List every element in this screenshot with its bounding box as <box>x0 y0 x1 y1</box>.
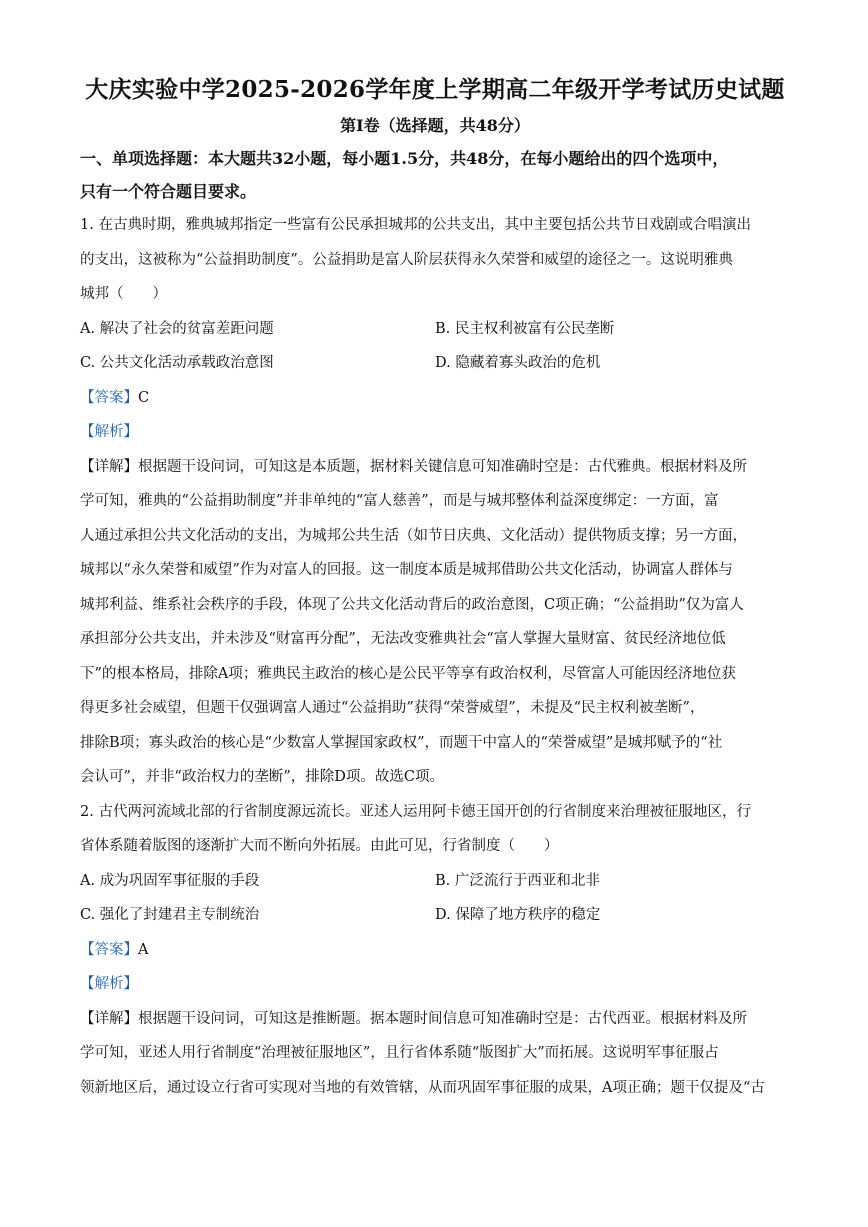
detail-line: 城邦利益、维系社会秩序的手段，体现了公共文化活动背后的政治意图，C项正确；“公益捐助”仅为富人 <box>80 596 744 613</box>
detail-line: 得更多社会威望，但题干仅强调富人通过“公益捐助”获得“荣誉威望”，未提及“民主权利被垄断”， <box>80 700 705 716</box>
question-stem-line: 省体系随着版图的逐渐扩大而不断向外拓展。由此可见，行省制度（ ） <box>80 838 559 854</box>
detail-line: 学可知，雅典的“公益捐助制度”并非单纯的“富人慈善”，而是与城邦整体利益深度绑定：一方面，富 <box>80 493 719 509</box>
analysis-tag: 【解析】 <box>80 976 138 992</box>
question-stem-line: 2. 古代两河流域北部的行省制度源远流长。亚述人运用阿卡德王国开创的行省制度来治理被征服地区，行 <box>80 803 751 820</box>
option-a: A. 解决了社会的贫富差距问题 <box>80 320 274 337</box>
answer-tag: 【答案】 <box>80 941 138 958</box>
option-d: D. 保障了地方秩序的稳定 <box>435 907 601 923</box>
question-1 <box>80 208 790 795</box>
detail-line: 会认可”，并非“政治权力的垄断”，排除D项。故选C项。 <box>80 769 444 785</box>
detail-line <box>80 1002 790 1037</box>
exam-title: 大庆实验中学2025-2026学年度上学期高二年级开学考试历史试题 <box>85 76 785 103</box>
answer-tag: 【答案】 <box>80 389 138 406</box>
answer-line <box>80 933 790 968</box>
detail-tag: 【详解】 <box>80 1010 138 1027</box>
exam-subtitle: 第Ⅰ卷（选择题，共48分） <box>340 116 530 135</box>
section-heading <box>80 142 790 208</box>
analysis-line <box>80 415 790 450</box>
answer-value: A <box>138 941 149 958</box>
question-2 <box>80 795 790 1106</box>
detail-text: 根据题干设问词，可知这是本质题，据材料关键信息可知准确时空是：古代雅典。根据材料及所 <box>138 458 747 475</box>
detail-line: 承担部分公共支出，并未涉及“财富再分配”，无法改变雅典社会“富人掌握大量财富、贫民经济地位低 <box>80 631 726 647</box>
option-c: C. 公共文化活动承载政治意图 <box>80 355 274 371</box>
option-c: C. 强化了封建君主专制统治 <box>80 907 260 923</box>
option-row <box>80 864 790 899</box>
detail-tag: 【详解】 <box>80 458 138 475</box>
option-row <box>80 346 790 381</box>
option-b: B. 广泛流行于西亚和北非 <box>435 872 600 889</box>
detail-line: 人通过承担公共文化活动的支出，为城邦公共生活（如节日庆典、文化活动）提供物质支撑；另一方面， <box>80 527 747 544</box>
detail-line: 排除B项；寡头政治的核心是“少数富人掌握国家政权”，而题干中富人的“荣誉威望”是城邦赋予的“社 <box>80 734 723 751</box>
option-row <box>80 312 790 347</box>
detail-line: 领新地区后，通过设立行省可实现对当地的有效管辖，从而巩固军事征服的成果，A项正确；题干仅提及“古 <box>80 1079 765 1096</box>
question-stem-line: 城邦（ ） <box>80 286 167 302</box>
section-heading-line: 一、单项选择题：本大题共32小题，每小题1.5分，共48分，在每小题给出的四个选项中， <box>80 149 729 168</box>
answer-line <box>80 381 790 416</box>
detail-line: 学可知，亚述人用行省制度“治理被征服地区”，且行省体系随“版图扩大”而拓展。这说明军事征服占 <box>80 1045 719 1061</box>
option-row <box>80 898 790 933</box>
detail-text: 根据题干设问词，可知这是推断题。据本题时间信息可知准确时空是：古代西亚。根据材料及所 <box>138 1010 747 1027</box>
section-heading-line: 只有一个符合题目要求。 <box>80 182 257 201</box>
answer-value: C <box>138 389 150 406</box>
analysis-tag: 【解析】 <box>80 424 138 440</box>
question-stem-line: 1. 在古典时期，雅典城邦指定一些富有公民承担城邦的公共支出，其中主要包括公共节日戏剧或合唱演出 <box>80 217 751 233</box>
detail-line <box>80 450 790 485</box>
analysis-line <box>80 967 790 1002</box>
detail-line: 城邦以“永久荣誉和威望”作为对富人的回报。这一制度本质是城邦借助公共文化活动，协调富人群体与 <box>80 562 733 578</box>
option-d: D. 隐藏着寡头政治的危机 <box>435 355 601 371</box>
option-a: A. 成为巩固军事征服的手段 <box>80 872 260 889</box>
option-b: B. 民主权利被富有公民垄断 <box>435 320 615 337</box>
question-stem-line: 的支出，这被称为“公益捐助制度”。公益捐助是富人阶层获得永久荣誉和威望的途径之一。这说明雅典 <box>80 251 733 268</box>
detail-line: 下”的根本格局，排除A项；雅典民主政治的核心是公民平等享有政治权利，尽管富人可能因经济地位获 <box>80 665 736 682</box>
